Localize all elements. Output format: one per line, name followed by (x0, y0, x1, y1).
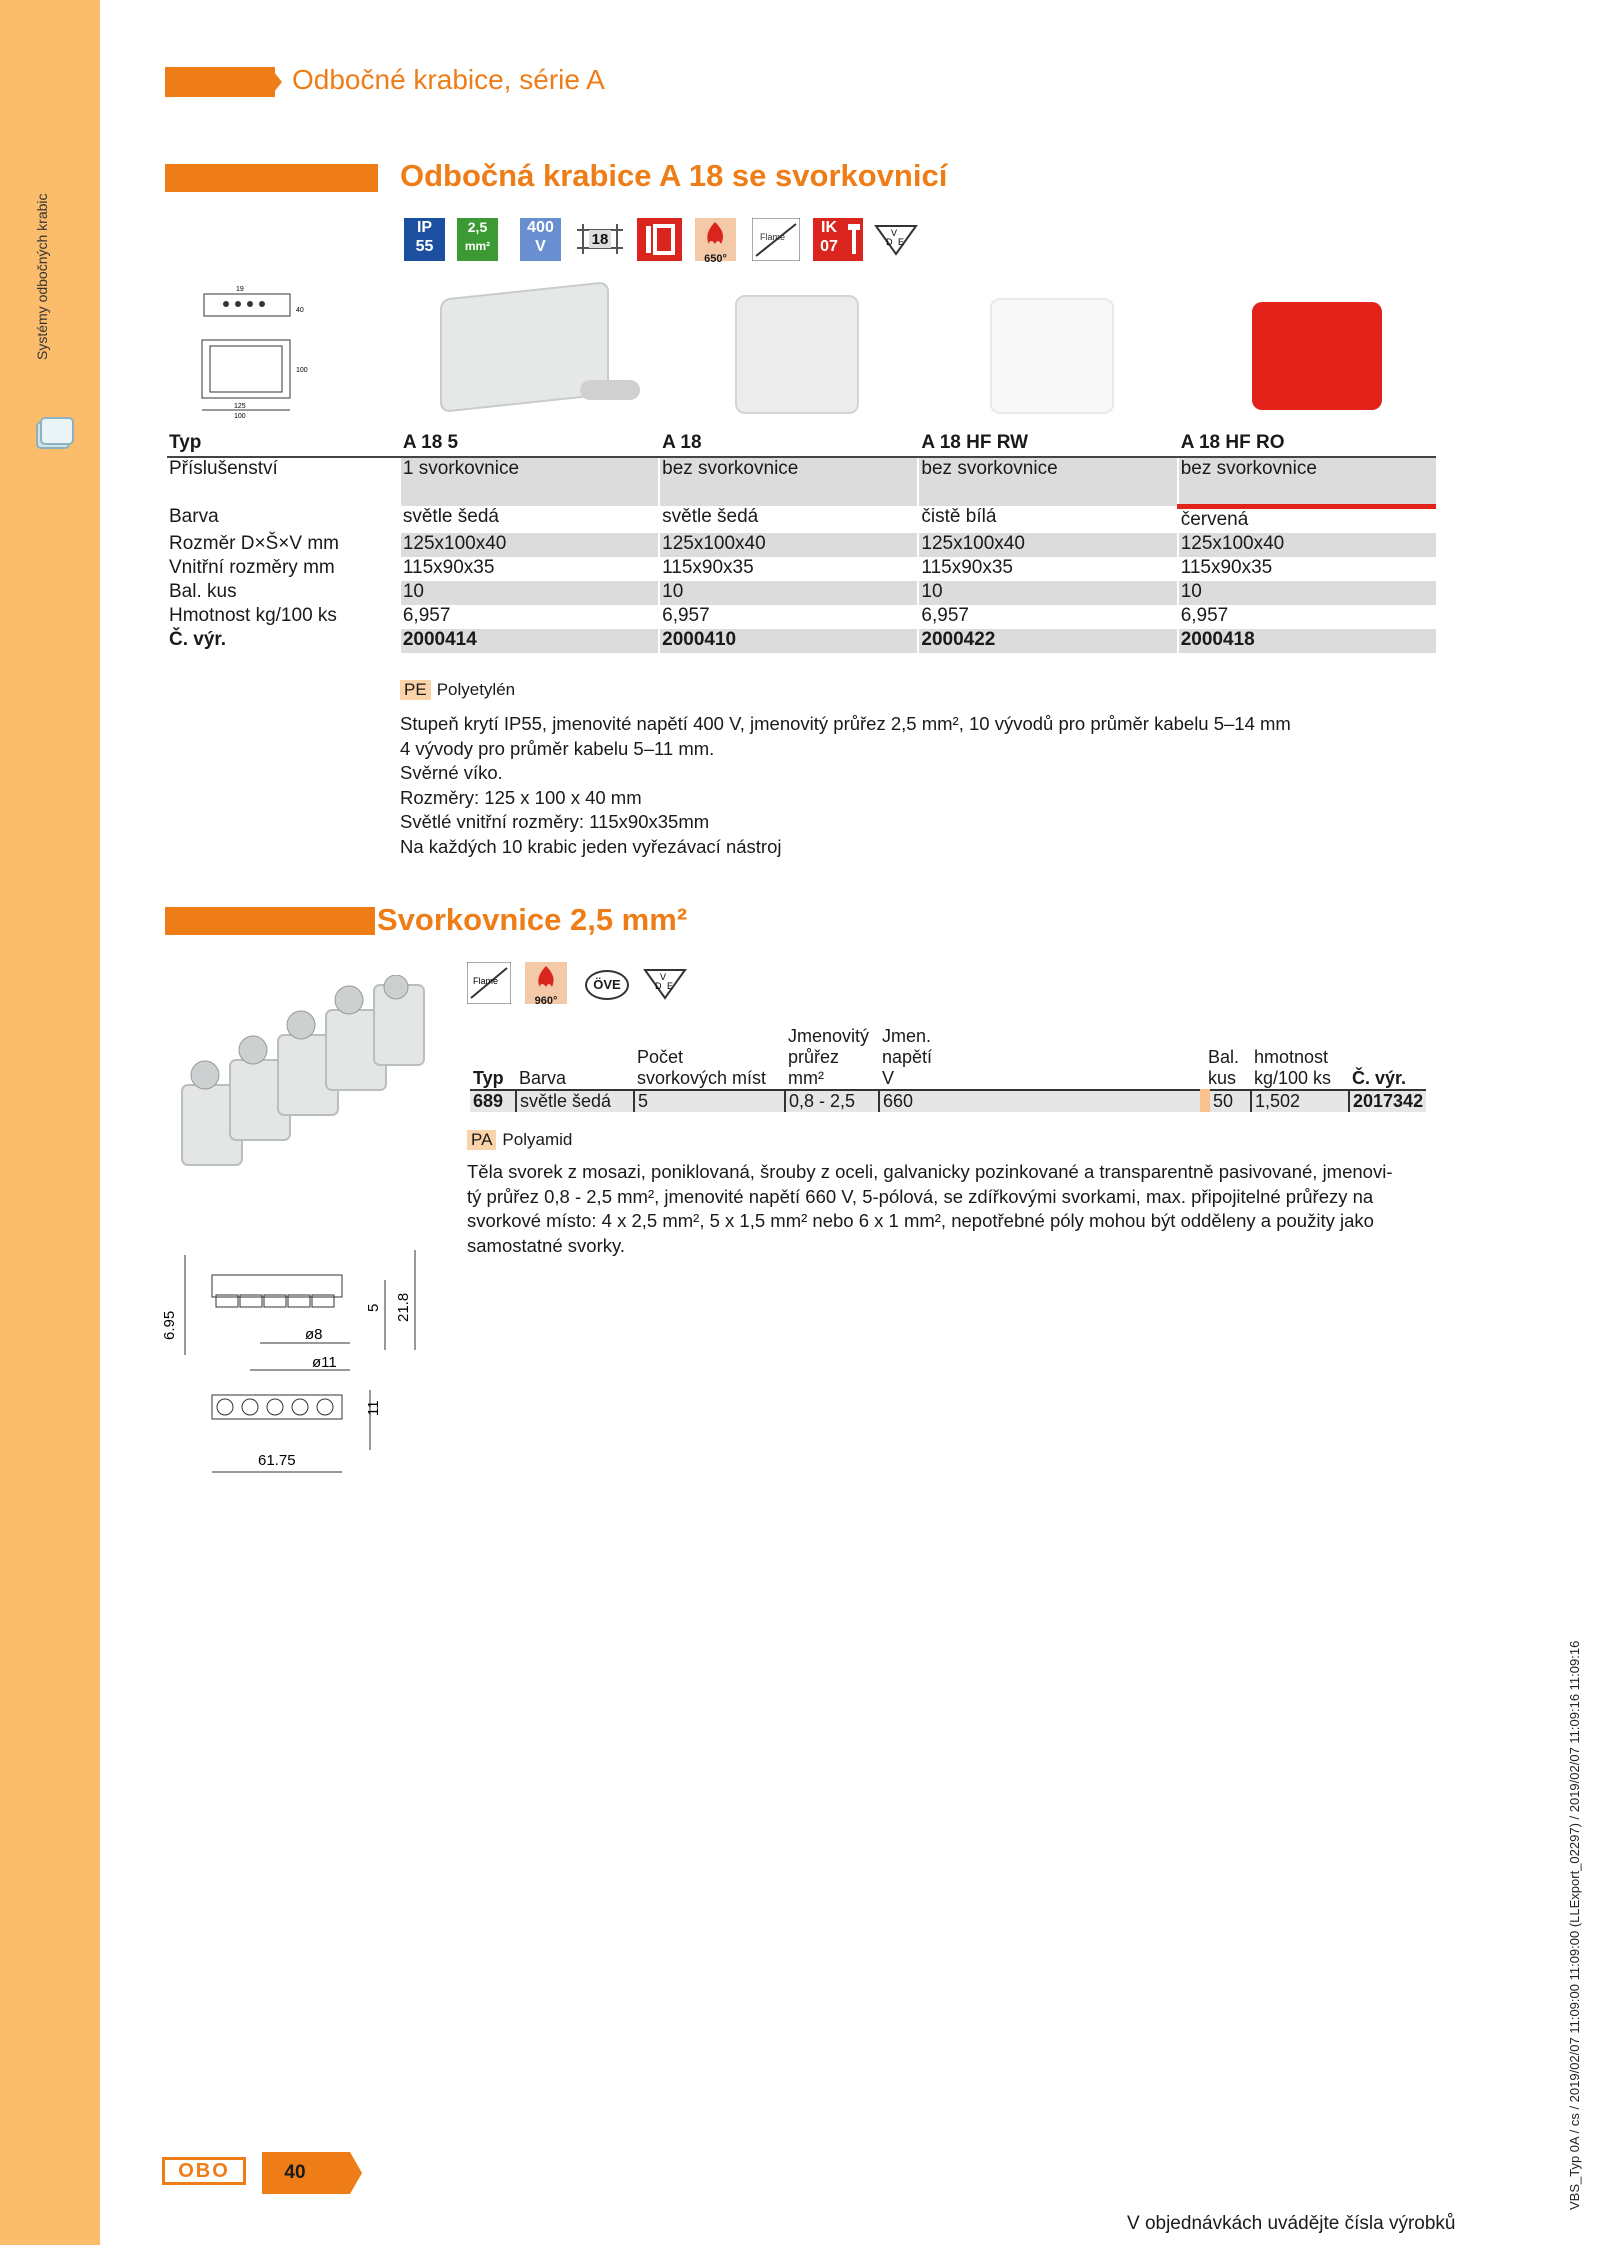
ik-badge: IK 07 (813, 218, 845, 261)
terminal-table (470, 1026, 1426, 1112)
svg-text:5: 5 (365, 1303, 382, 1312)
material-label: PA Polyamid (467, 1130, 572, 1150)
svg-text:125: 125 (234, 403, 246, 410)
vde-mark-icon (874, 222, 918, 256)
svg-text:100: 100 (296, 367, 308, 374)
flame-icon (525, 962, 567, 990)
flame-icon (695, 218, 736, 248)
flame-retardant-icon (467, 962, 511, 1004)
svg-text:V: V (891, 228, 898, 238)
terminal-block-image (170, 975, 430, 1195)
svg-text:E: E (898, 237, 905, 247)
hammer-icon (845, 218, 863, 261)
fire-960-badge: 960° (525, 962, 567, 1004)
table-row: Č. výr. 2000414 2000410 2000422 2000418 (167, 629, 1436, 653)
svg-text:Flame: Flame (473, 976, 499, 986)
table-header-row: Jmenovitý Jmen. (788, 1026, 932, 1046)
svg-text:ø8: ø8 (305, 1326, 323, 1343)
sidebar (0, 0, 100, 2245)
export-metadata: VBS_Typ 0A / cs / 2019/02/07 11:09:00 11:09:00 (LLExport_02297) / 2019/02/07 11:09:16 11:09:16 (1567, 1640, 1582, 2210)
svg-text:61.75: 61.75 (258, 1452, 296, 1469)
svg-text:100: 100 (234, 413, 246, 420)
terminal-strip-image (580, 380, 640, 400)
product-image-a18 (735, 295, 859, 414)
ip-badge: IP 55 (404, 218, 445, 261)
table-row: Typ A 18 5 A 18 A 18 HF RW A 18 HF RO (167, 432, 1436, 457)
section-title: Odbočná krabice A 18 se svorkovnicí (400, 158, 948, 193)
flame-retardant-icon (752, 218, 800, 261)
junction-box-icon (33, 414, 77, 454)
header-arrow (270, 67, 282, 97)
svg-text:11: 11 (365, 1400, 382, 1416)
voltage-badge: 400 V (520, 218, 561, 261)
obo-logo: OBO (162, 2157, 246, 2185)
footer-note: V objednávkách uvádějte čísla výrobků (1127, 2213, 1456, 2234)
svg-text:E: E (667, 981, 674, 991)
svg-text:ø11: ø11 (312, 1354, 337, 1371)
svg-text:21.8: 21.8 (395, 1292, 412, 1322)
header-bar (165, 67, 275, 97)
outlets-badge: 18 (575, 222, 625, 256)
ove-mark: ÖVE (585, 970, 629, 1000)
table-header-row: Počet průřez napětí Bal. hmotnost (637, 1047, 1329, 1067)
section-bar (165, 907, 375, 935)
table-row: Vnitřní rozměry mm 115x90x35 115x90x35 115x90x35 115x90x35 (167, 557, 1436, 581)
table-row: Příslušenství 1 svorkovnice bez svorkovnice bez svorkovnice bez svorkovnice (167, 457, 1436, 506)
table-header-row: Typ Barva svorkových míst mm² V kus kg/100 ks Č. výr. (473, 1068, 1407, 1088)
cross-section-badge: 2,5 mm² (457, 218, 498, 261)
product-image-a18-hf-ro (1252, 302, 1382, 410)
section-bar (165, 164, 378, 192)
sidebar-title: Systémy odbočných krabic (34, 193, 50, 360)
svg-text:D: D (886, 237, 893, 247)
page-title: Odbočné krabice, série A (292, 64, 605, 95)
table-row: Bal. kus 10 10 10 10 (167, 581, 1436, 605)
table-row: Hmotnost kg/100 ks 6,957 6,957 6,957 6,957 (167, 605, 1436, 629)
section-title: Svorkovnice 2,5 mm² (377, 902, 688, 937)
table-row: Barva světle šedá světle šedá čistě bílá červená (167, 506, 1436, 533)
svg-text:19: 19 (236, 286, 244, 293)
svg-text:40: 40 (296, 307, 304, 314)
vde-mark-icon (643, 966, 687, 1000)
table-row: 689 světle šedá 5 0,8 - 2,5 660 50 1,502 2017342 (470, 1090, 1426, 1112)
svg-text:V: V (660, 972, 667, 982)
table-row: Rozměr D×Š×V mm 125x100x40 125x100x40 125x100x40 125x100x40 (167, 533, 1436, 557)
svg-text:Flame: Flame (760, 232, 786, 242)
material-label: PE Polyetylén (400, 680, 515, 700)
fire-650-badge: 650° (695, 218, 736, 261)
page-number: 40 (284, 2162, 306, 2183)
product-description: Stupeň krytí IP55, jmenovité napětí 400 V, jmenovitý průřez 2,5 mm², 10 vývodů pro průměr kabelu 5–14 mm 4 vývody pro průměr kabelu 5–11 mm. Svěrné víko. Rozměry: 125 x 100 x 40 mm Světlé vnitřní rozměry: 115x90x35mm Na každých 10 krabic jeden vyřezávací nástroj (400, 713, 1291, 857)
svg-text:D: D (655, 981, 662, 991)
svg-text:6.95: 6.95 (161, 1310, 178, 1340)
terminal-description: Těla svorek z mosazi, poniklovaná, šrouby z oceli, galvanicky pozinkované a transparentně pasivované, jmenovi- tý průřez 0,8 - 2,5 mm², jmenovité napětí 660 V, 5-pólová, se zdířkovými svorkami, max. připojitelné průřezy na svorkové místo: 4 x 2,5 mm², 5 x 1,5 mm² nebo 6 x 1 mm², nepotřebné póly mohou být odděleny a použity jako samostatné svorky. (467, 1161, 1393, 1256)
product-table (167, 432, 1436, 653)
box-dimension-drawing (196, 282, 316, 422)
halogen-free-icon (637, 218, 682, 261)
product-image-a18-hf-rw (990, 298, 1114, 414)
terminal-dimension-drawing (160, 1240, 430, 1490)
page-number-arrow (350, 2152, 362, 2194)
